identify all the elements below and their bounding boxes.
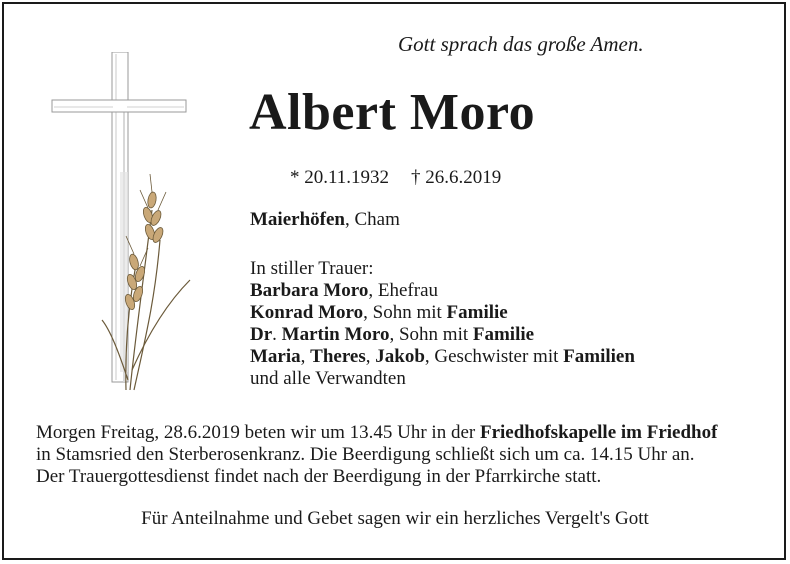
mourner-line: Maria, Theres, Jakob, Geschwister mit Familien xyxy=(250,346,635,367)
mourner-line: Dr. Martin Moro, Sohn mit Familie xyxy=(250,324,535,345)
mourner-line: Konrad Moro, Sohn mit Familie xyxy=(250,302,508,323)
notice-line-3: Der Trauergottesdienst findet nach der Beerdigung in der Pfarrkirche statt. xyxy=(36,466,602,487)
life-dates xyxy=(290,167,501,189)
motto: Gott sprach das große Amen. xyxy=(398,32,644,56)
mourners-closing: und alle Verwandten xyxy=(250,368,406,389)
notice-line-2: in Stamsried den Sterberosenkranz. Die Beerdigung schließt sich um ca. 14.15 Uhr an. xyxy=(36,444,695,465)
mourners-list xyxy=(250,258,635,390)
deceased-name: Albert Moro xyxy=(249,84,536,141)
notice-line-1: Morgen Freitag, 28.6.2019 beten wir um 13.45 Uhr in der Friedhofskapelle im Friedhof xyxy=(36,422,718,443)
town: Cham xyxy=(354,209,400,230)
residence: Maierhöfen, Cham xyxy=(250,209,400,230)
funeral-notice xyxy=(36,422,717,488)
mourner-line: Barbara Moro, Ehefrau xyxy=(250,280,439,301)
thanks-line: Für Anteilnahme und Gebet sagen wir ein herzliches Vergelt's Gott xyxy=(141,508,649,529)
mourners-intro: In stiller Trauer: xyxy=(250,258,374,279)
wheat-icon xyxy=(90,170,200,395)
village: Maierhöfen xyxy=(250,209,345,230)
death-date: † 26.6.2019 xyxy=(411,167,502,188)
birth-date: * 20.11.1932 xyxy=(290,167,390,188)
